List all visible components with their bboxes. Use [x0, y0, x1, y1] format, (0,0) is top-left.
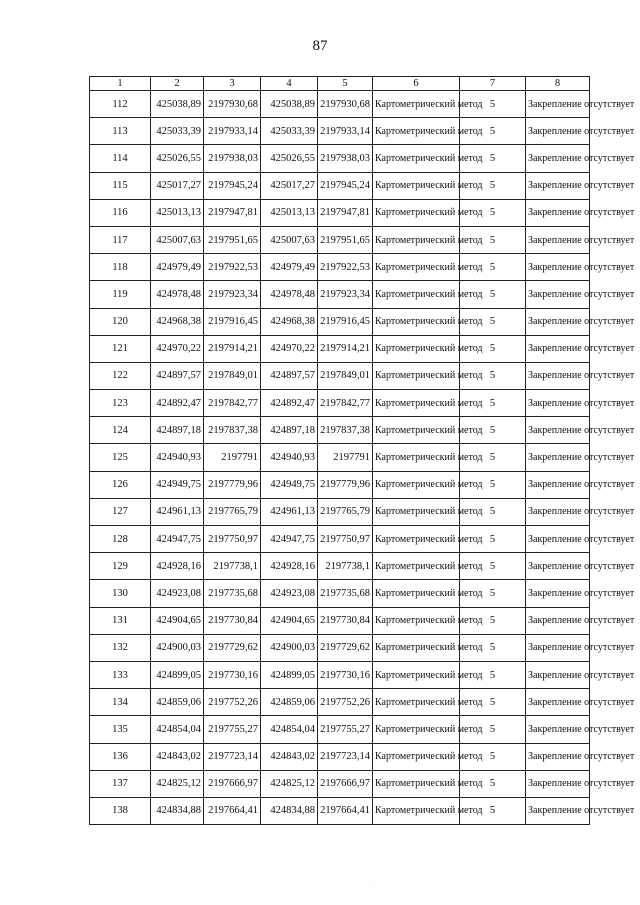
x-coordinate-cell: 424970,22 — [151, 335, 204, 362]
column-header-1: 1 — [90, 77, 151, 91]
x-coordinate-cell: 424892,47 — [151, 390, 204, 417]
point-number-cell: 127 — [90, 498, 151, 525]
y-coordinate-cell: 2197664,41 — [318, 797, 373, 824]
point-number-cell: 136 — [90, 743, 151, 770]
y-coordinate-cell: 2197916,45 — [318, 308, 373, 335]
x-coordinate-cell: 424897,18 — [151, 417, 204, 444]
point-number-cell: 120 — [90, 308, 151, 335]
table-row — [90, 118, 590, 145]
x-coordinate-cell: 424897,57 — [151, 362, 204, 389]
x-coordinate-cell: 425038,89 — [151, 91, 204, 118]
fixing-cell: Закрепление отсутствует — [526, 118, 590, 145]
x-coordinate-cell: 424970,22 — [261, 335, 318, 362]
point-number-cell: 126 — [90, 471, 151, 498]
accuracy-cell: 5 — [460, 145, 526, 172]
x-coordinate-cell: 425013,13 — [151, 199, 204, 226]
y-coordinate-cell: 2197752,26 — [204, 689, 261, 716]
method-cell: Картометрический метод — [373, 770, 460, 797]
point-number-cell: 130 — [90, 580, 151, 607]
x-coordinate-cell: 424949,75 — [261, 471, 318, 498]
x-coordinate-cell: 425007,63 — [151, 226, 204, 253]
method-cell: Картометрический метод — [373, 145, 460, 172]
fixing-cell: Закрепление отсутствует — [526, 335, 590, 362]
x-coordinate-cell: 424825,12 — [261, 770, 318, 797]
x-coordinate-cell: 425033,39 — [261, 118, 318, 145]
column-header-2: 2 — [151, 77, 204, 91]
x-coordinate-cell: 424834,88 — [151, 797, 204, 824]
x-coordinate-cell: 424897,18 — [261, 417, 318, 444]
table-row — [90, 199, 590, 226]
y-coordinate-cell: 2197930,68 — [204, 91, 261, 118]
y-coordinate-cell: 2197750,97 — [204, 526, 261, 553]
method-cell: Картометрический метод — [373, 553, 460, 580]
fixing-cell: Закрепление отсутствует — [526, 471, 590, 498]
x-coordinate-cell: 425013,13 — [261, 199, 318, 226]
coordinates-table — [89, 76, 635, 825]
point-number-cell: 134 — [90, 689, 151, 716]
y-coordinate-cell: 2197666,97 — [318, 770, 373, 797]
y-coordinate-cell: 2197730,16 — [204, 661, 261, 688]
accuracy-cell: 5 — [460, 553, 526, 580]
x-coordinate-cell: 424859,06 — [151, 689, 204, 716]
column-header-6: 6 — [373, 77, 460, 91]
method-cell: Картометрический метод — [373, 716, 460, 743]
y-coordinate-cell: 2197791 — [318, 444, 373, 471]
footer-mark: · — [372, 884, 374, 890]
table-row — [90, 580, 590, 607]
y-coordinate-cell: 2197730,84 — [204, 607, 261, 634]
y-coordinate-cell: 2197933,14 — [204, 118, 261, 145]
point-number-cell: 118 — [90, 254, 151, 281]
accuracy-cell: 5 — [460, 254, 526, 281]
y-coordinate-cell: 2197914,21 — [318, 335, 373, 362]
method-cell: Картометрический метод — [373, 580, 460, 607]
accuracy-cell: 5 — [460, 634, 526, 661]
x-coordinate-cell: 424904,65 — [261, 607, 318, 634]
y-coordinate-cell: 2197765,79 — [318, 498, 373, 525]
y-coordinate-cell: 2197765,79 — [204, 498, 261, 525]
column-header-3: 3 — [204, 77, 261, 91]
accuracy-cell: 5 — [460, 390, 526, 417]
accuracy-cell: 5 — [460, 281, 526, 308]
x-coordinate-cell: 424854,04 — [151, 716, 204, 743]
table-row — [90, 689, 590, 716]
fixing-cell: Закрепление отсутствует — [526, 199, 590, 226]
point-number-cell: 129 — [90, 553, 151, 580]
x-coordinate-cell: 424843,02 — [261, 743, 318, 770]
accuracy-cell: 5 — [460, 743, 526, 770]
y-coordinate-cell: 2197723,14 — [204, 743, 261, 770]
x-coordinate-cell: 424928,16 — [261, 553, 318, 580]
table-row — [90, 797, 590, 824]
table-row — [90, 770, 590, 797]
x-coordinate-cell: 424923,08 — [151, 580, 204, 607]
method-cell: Картометрический метод — [373, 498, 460, 525]
fixing-cell: Закрепление отсутствует — [526, 580, 590, 607]
y-coordinate-cell: 2197914,21 — [204, 335, 261, 362]
y-coordinate-cell: 2197837,38 — [318, 417, 373, 444]
fixing-cell: Закрепление отсутствует — [526, 417, 590, 444]
table-row — [90, 716, 590, 743]
point-number-cell: 123 — [90, 390, 151, 417]
table-row — [90, 145, 590, 172]
method-cell: Картометрический метод — [373, 417, 460, 444]
x-coordinate-cell: 424904,65 — [151, 607, 204, 634]
table-row — [90, 607, 590, 634]
table-row — [90, 308, 590, 335]
y-coordinate-cell: 2197752,26 — [318, 689, 373, 716]
point-number-cell: 131 — [90, 607, 151, 634]
y-coordinate-cell: 2197947,81 — [318, 199, 373, 226]
y-coordinate-cell: 2197938,03 — [318, 145, 373, 172]
table-row — [90, 444, 590, 471]
table-row — [90, 743, 590, 770]
x-coordinate-cell: 425007,63 — [261, 226, 318, 253]
x-coordinate-cell: 424979,49 — [261, 254, 318, 281]
accuracy-cell: 5 — [460, 308, 526, 335]
point-number-cell: 114 — [90, 145, 151, 172]
x-coordinate-cell: 425038,89 — [261, 91, 318, 118]
x-coordinate-cell: 424859,06 — [261, 689, 318, 716]
fixing-cell: Закрепление отсутствует — [526, 91, 590, 118]
accuracy-cell: 5 — [460, 417, 526, 444]
accuracy-cell: 5 — [460, 689, 526, 716]
y-coordinate-cell: 2197951,65 — [318, 226, 373, 253]
accuracy-cell: 5 — [460, 471, 526, 498]
point-number-cell: 138 — [90, 797, 151, 824]
y-coordinate-cell: 2197933,14 — [318, 118, 373, 145]
table-row — [90, 281, 590, 308]
y-coordinate-cell: 2197947,81 — [204, 199, 261, 226]
column-header-5: 5 — [318, 77, 373, 91]
point-number-cell: 117 — [90, 226, 151, 253]
fixing-cell: Закрепление отсутствует — [526, 226, 590, 253]
x-coordinate-cell: 424978,48 — [261, 281, 318, 308]
accuracy-cell: 5 — [460, 498, 526, 525]
y-coordinate-cell: 2197729,62 — [204, 634, 261, 661]
y-coordinate-cell: 2197922,53 — [318, 254, 373, 281]
y-coordinate-cell: 2197666,97 — [204, 770, 261, 797]
accuracy-cell: 5 — [460, 661, 526, 688]
method-cell: Картометрический метод — [373, 797, 460, 824]
x-coordinate-cell: 424900,03 — [151, 634, 204, 661]
y-coordinate-cell: 2197922,53 — [204, 254, 261, 281]
x-coordinate-cell: 425033,39 — [151, 118, 204, 145]
accuracy-cell: 5 — [460, 770, 526, 797]
table-row — [90, 254, 590, 281]
point-number-cell: 121 — [90, 335, 151, 362]
table-row — [90, 661, 590, 688]
point-number-cell: 122 — [90, 362, 151, 389]
point-number-cell: 133 — [90, 661, 151, 688]
table-row — [90, 417, 590, 444]
y-coordinate-cell: 2197951,65 — [204, 226, 261, 253]
x-coordinate-cell: 424961,13 — [261, 498, 318, 525]
x-coordinate-cell: 424940,93 — [261, 444, 318, 471]
fixing-cell: Закрепление отсутствует — [526, 770, 590, 797]
method-cell: Картометрический метод — [373, 199, 460, 226]
y-coordinate-cell: 2197735,68 — [204, 580, 261, 607]
method-cell: Картометрический метод — [373, 335, 460, 362]
table-row — [90, 226, 590, 253]
fixing-cell: Закрепление отсутствует — [526, 281, 590, 308]
table-body — [90, 91, 635, 825]
fixing-cell: Закрепление отсутствует — [526, 145, 590, 172]
y-coordinate-cell: 2197842,77 — [318, 390, 373, 417]
accuracy-cell: 5 — [460, 607, 526, 634]
table-row — [90, 498, 590, 525]
accuracy-cell: 5 — [460, 444, 526, 471]
point-number-cell: 128 — [90, 526, 151, 553]
x-coordinate-cell: 425017,27 — [151, 172, 204, 199]
y-coordinate-cell: 2197755,27 — [204, 716, 261, 743]
point-number-cell: 115 — [90, 172, 151, 199]
x-coordinate-cell: 424843,02 — [151, 743, 204, 770]
method-cell: Картометрический метод — [373, 526, 460, 553]
method-cell: Картометрический метод — [373, 743, 460, 770]
x-coordinate-cell: 424854,04 — [261, 716, 318, 743]
accuracy-cell: 5 — [460, 335, 526, 362]
fixing-cell: Закрепление отсутствует — [526, 308, 590, 335]
fixing-cell: Закрепление отсутствует — [526, 743, 590, 770]
x-coordinate-cell: 424968,38 — [151, 308, 204, 335]
method-cell: Картометрический метод — [373, 308, 460, 335]
y-coordinate-cell: 2197916,45 — [204, 308, 261, 335]
x-coordinate-cell: 424949,75 — [151, 471, 204, 498]
y-coordinate-cell: 2197738,1 — [318, 553, 373, 580]
point-number-cell: 125 — [90, 444, 151, 471]
x-coordinate-cell: 424900,03 — [261, 634, 318, 661]
table-row — [90, 634, 590, 661]
x-coordinate-cell: 424825,12 — [151, 770, 204, 797]
accuracy-cell: 5 — [460, 199, 526, 226]
method-cell: Картометрический метод — [373, 362, 460, 389]
y-coordinate-cell: 2197945,24 — [204, 172, 261, 199]
table-row — [90, 390, 590, 417]
y-coordinate-cell: 2197938,03 — [204, 145, 261, 172]
method-cell: Картометрический метод — [373, 634, 460, 661]
y-coordinate-cell: 2197738,1 — [204, 553, 261, 580]
y-coordinate-cell: 2197779,96 — [204, 471, 261, 498]
point-number-cell: 119 — [90, 281, 151, 308]
y-coordinate-cell: 2197729,62 — [318, 634, 373, 661]
x-coordinate-cell: 425026,55 — [261, 145, 318, 172]
accuracy-cell: 5 — [460, 797, 526, 824]
y-coordinate-cell: 2197791 — [204, 444, 261, 471]
fixing-cell: Закрепление отсутствует — [526, 498, 590, 525]
x-coordinate-cell: 424897,57 — [261, 362, 318, 389]
x-coordinate-cell: 424940,93 — [151, 444, 204, 471]
y-coordinate-cell: 2197730,16 — [318, 661, 373, 688]
table-row — [90, 471, 590, 498]
point-number-cell: 112 — [90, 91, 151, 118]
table-row — [90, 91, 590, 118]
y-coordinate-cell: 2197849,01 — [204, 362, 261, 389]
fixing-cell: Закрепление отсутствует — [526, 797, 590, 824]
point-number-cell: 124 — [90, 417, 151, 444]
x-coordinate-cell: 424834,88 — [261, 797, 318, 824]
table-header-row — [90, 77, 590, 91]
fixing-cell: Закрепление отсутствует — [526, 362, 590, 389]
method-cell: Картометрический метод — [373, 444, 460, 471]
y-coordinate-cell: 2197755,27 — [318, 716, 373, 743]
x-coordinate-cell: 425017,27 — [261, 172, 318, 199]
y-coordinate-cell: 2197923,34 — [318, 281, 373, 308]
y-coordinate-cell: 2197923,34 — [204, 281, 261, 308]
fixing-cell: Закрепление отсутствует — [526, 390, 590, 417]
accuracy-cell: 5 — [460, 716, 526, 743]
y-coordinate-cell: 2197723,14 — [318, 743, 373, 770]
method-cell: Картометрический метод — [373, 689, 460, 716]
x-coordinate-cell: 424961,13 — [151, 498, 204, 525]
table-row — [90, 526, 590, 553]
x-coordinate-cell: 424923,08 — [261, 580, 318, 607]
y-coordinate-cell: 2197664,41 — [204, 797, 261, 824]
fixing-cell: Закрепление отсутствует — [526, 716, 590, 743]
x-coordinate-cell: 424947,75 — [261, 526, 318, 553]
point-number-cell: 137 — [90, 770, 151, 797]
x-coordinate-cell: 424979,49 — [151, 254, 204, 281]
y-coordinate-cell: 2197750,97 — [318, 526, 373, 553]
x-coordinate-cell: 424899,05 — [151, 661, 204, 688]
method-cell: Картометрический метод — [373, 254, 460, 281]
accuracy-cell: 5 — [460, 91, 526, 118]
method-cell: Картометрический метод — [373, 172, 460, 199]
column-header-7: 7 — [460, 77, 526, 91]
x-coordinate-cell: 424968,38 — [261, 308, 318, 335]
method-cell: Картометрический метод — [373, 607, 460, 634]
table-row — [90, 172, 590, 199]
y-coordinate-cell: 2197930,68 — [318, 91, 373, 118]
y-coordinate-cell: 2197735,68 — [318, 580, 373, 607]
table-row — [90, 553, 590, 580]
accuracy-cell: 5 — [460, 118, 526, 145]
column-header-8: 8 — [526, 77, 590, 91]
table-row — [90, 335, 590, 362]
fixing-cell: Закрепление отсутствует — [526, 634, 590, 661]
accuracy-cell: 5 — [460, 362, 526, 389]
fixing-cell: Закрепление отсутствует — [526, 172, 590, 199]
method-cell: Картометрический метод — [373, 226, 460, 253]
accuracy-cell: 5 — [460, 226, 526, 253]
accuracy-cell: 5 — [460, 172, 526, 199]
fixing-cell: Закрепление отсутствует — [526, 607, 590, 634]
point-number-cell: 116 — [90, 199, 151, 226]
y-coordinate-cell: 2197842,77 — [204, 390, 261, 417]
point-number-cell: 135 — [90, 716, 151, 743]
x-coordinate-cell: 424978,48 — [151, 281, 204, 308]
table-row — [90, 362, 590, 389]
x-coordinate-cell: 424899,05 — [261, 661, 318, 688]
fixing-cell: Закрепление отсутствует — [526, 526, 590, 553]
y-coordinate-cell: 2197837,38 — [204, 417, 261, 444]
x-coordinate-cell: 425026,55 — [151, 145, 204, 172]
fixing-cell: Закрепление отсутствует — [526, 689, 590, 716]
point-number-cell: 132 — [90, 634, 151, 661]
method-cell: Картометрический метод — [373, 281, 460, 308]
fixing-cell: Закрепление отсутствует — [526, 661, 590, 688]
x-coordinate-cell: 424892,47 — [261, 390, 318, 417]
method-cell: Картометрический метод — [373, 661, 460, 688]
fixing-cell: Закрепление отсутствует — [526, 553, 590, 580]
y-coordinate-cell: 2197945,24 — [318, 172, 373, 199]
y-coordinate-cell: 2197779,96 — [318, 471, 373, 498]
column-header-4: 4 — [261, 77, 318, 91]
accuracy-cell: 5 — [460, 526, 526, 553]
x-coordinate-cell: 424947,75 — [151, 526, 204, 553]
accuracy-cell: 5 — [460, 580, 526, 607]
y-coordinate-cell: 2197730,84 — [318, 607, 373, 634]
point-number-cell: 113 — [90, 118, 151, 145]
x-coordinate-cell: 424928,16 — [151, 553, 204, 580]
fixing-cell: Закрепление отсутствует — [526, 444, 590, 471]
page-number: 87 — [312, 38, 328, 54]
method-cell: Картометрический метод — [373, 471, 460, 498]
fixing-cell: Закрепление отсутствует — [526, 254, 590, 281]
method-cell: Картометрический метод — [373, 390, 460, 417]
method-cell: Картометрический метод — [373, 91, 460, 118]
method-cell: Картометрический метод — [373, 118, 460, 145]
y-coordinate-cell: 2197849,01 — [318, 362, 373, 389]
